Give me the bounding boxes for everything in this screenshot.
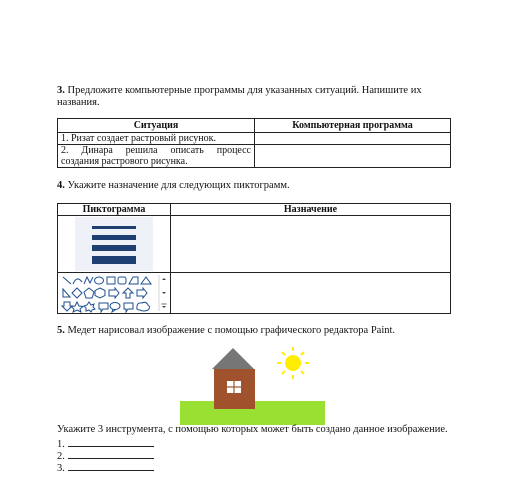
q4-number: 4. — [57, 180, 65, 191]
answer-line-3[interactable]: 3. — [57, 461, 154, 475]
table-row — [58, 216, 451, 273]
sun — [277, 347, 309, 379]
q4-text: 4. Укажите назначение для следующих пиктограмм. — [57, 180, 290, 191]
shapes-gallery-icon — [58, 273, 170, 313]
table-row — [58, 145, 451, 168]
q5-text: 5. Медет нарисовал изображение с помощью графического редактора Paint. — [57, 325, 396, 336]
q4-table — [57, 203, 451, 314]
q3-number: 3. — [57, 85, 65, 96]
q4-header-purpose: Назначение — [171, 204, 451, 216]
q3-text — [57, 85, 457, 109]
table-row — [58, 273, 451, 314]
q3-situation-2: 2. Динара решила описать процесс создания растрового рисунка. — [58, 145, 255, 168]
q3-situation-1: 1. Ризат создает растровый рисунок. — [58, 133, 255, 145]
q4-icon-cell-2 — [58, 273, 171, 314]
q3-header-situation: Ситуация — [58, 119, 255, 133]
q3-program-2[interactable] — [255, 145, 451, 168]
q4-header-icon: Пиктограмма — [58, 204, 171, 216]
q3-text-line2: названия. — [57, 97, 100, 108]
house-drawing — [180, 345, 330, 425]
q5-instruction: Укажите 3 инструмента, с помощью которых может быть создано данное изображение. — [57, 424, 448, 435]
answer-line-1[interactable]: 1. — [57, 437, 154, 451]
q4-purpose-2[interactable] — [171, 273, 451, 314]
q3-header-program: Компьютерная программа — [255, 119, 451, 133]
table-row — [58, 133, 451, 145]
line-width-icon — [75, 217, 153, 271]
q3-text-line1: Предложите компьютерные программы для указанных ситуаций. Напишите их — [67, 85, 422, 96]
q4-icon-cell-1 — [58, 216, 171, 273]
q5-number: 5. — [57, 325, 65, 336]
q3-program-1[interactable] — [255, 133, 451, 145]
q3-table — [57, 118, 451, 168]
roof — [212, 348, 254, 369]
q4-purpose-1[interactable] — [171, 216, 451, 273]
answer-line-2[interactable]: 2. — [57, 449, 154, 463]
